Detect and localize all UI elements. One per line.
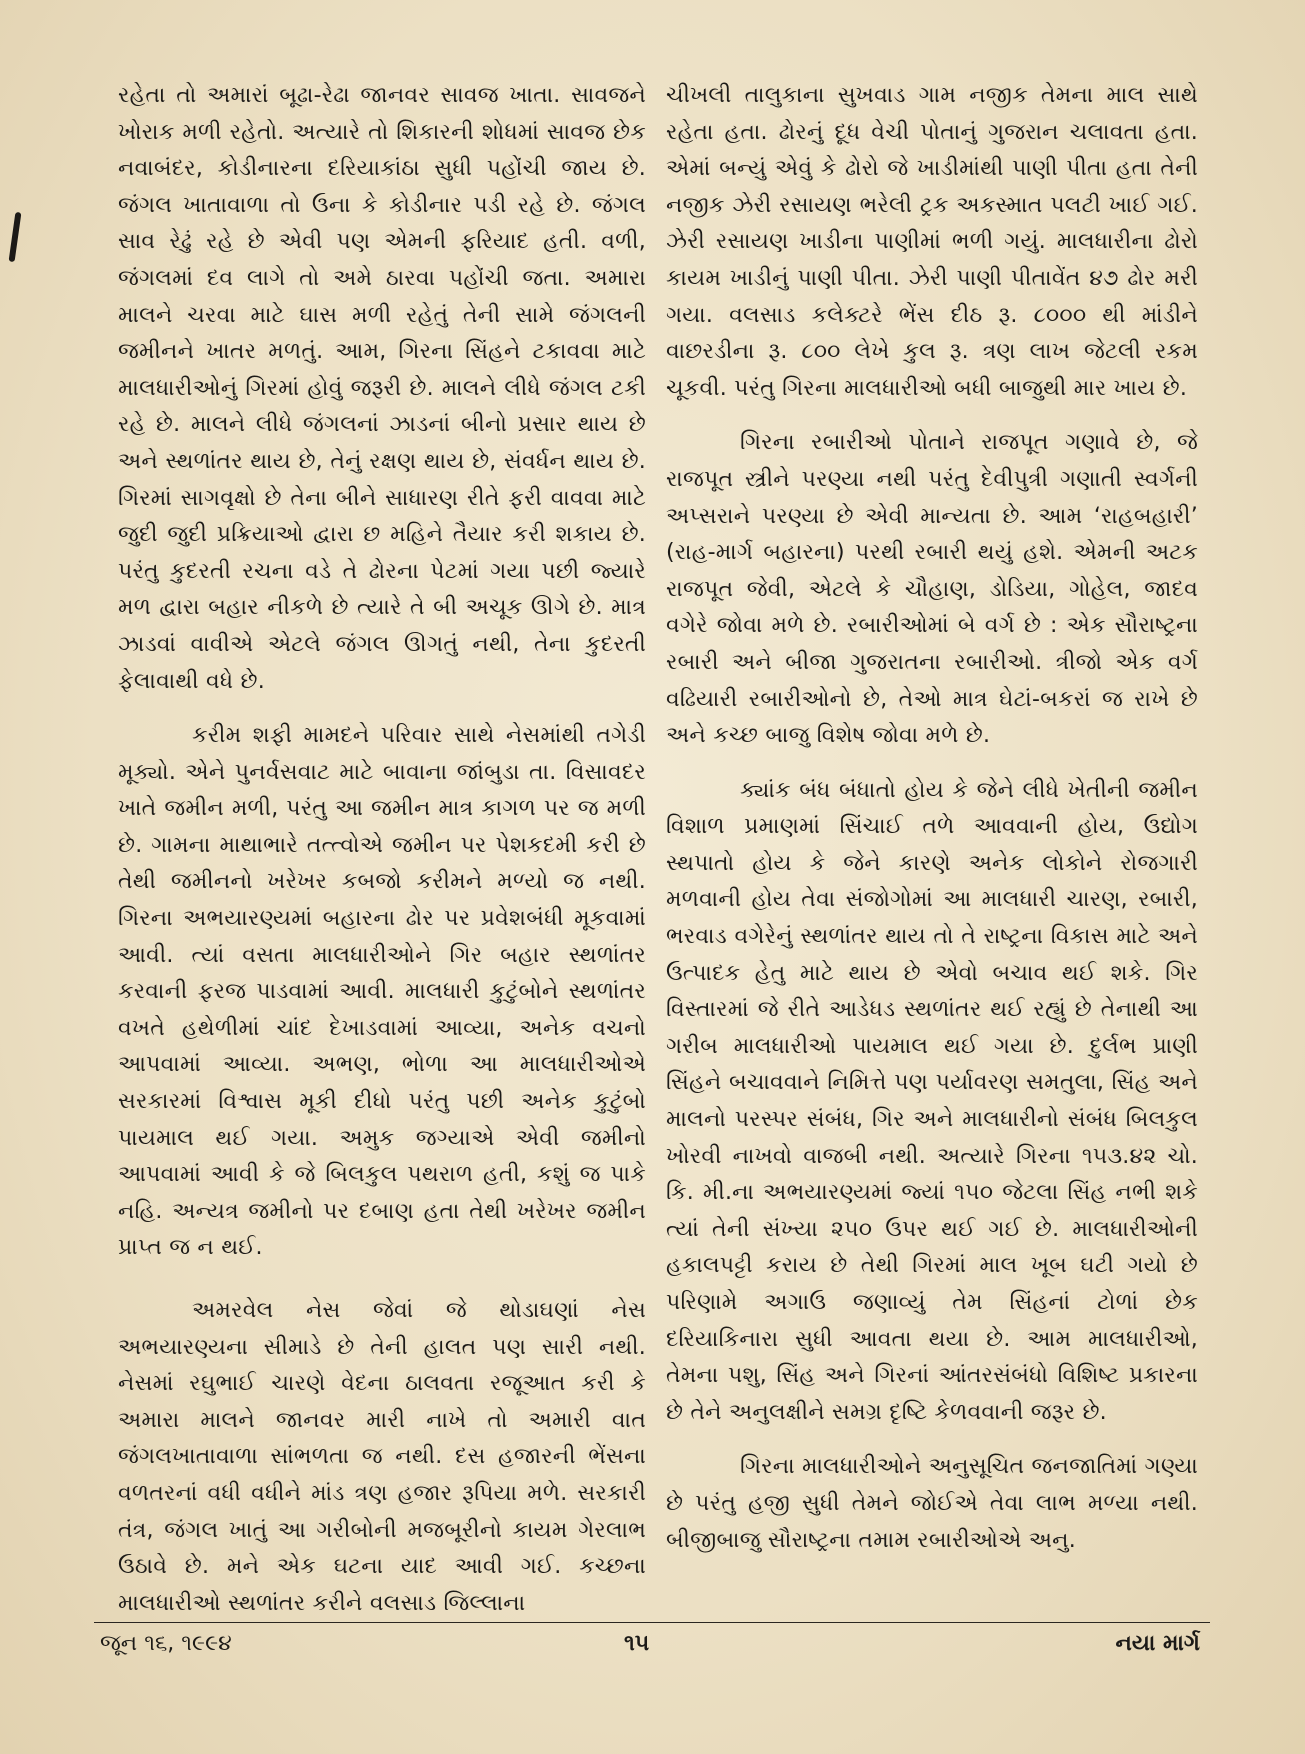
left-column — [118, 78, 646, 1640]
page-number: ૧૫ — [624, 1631, 650, 1656]
paragraph: ચીખલી તાલુકાના સુખવાડ ગામ નજીક તેમના માલ સાથે રહેતા હતા. ઢોરનું દૂધ વેચી પોતાનું ગુજરાન ચલાવતા હતા. એમાં બન્યું એવું કે ઢોરો જે ખાડીમાંથી પાણી પીતા હતા તેની નજીક ઝેરી રસાયણ ભરેલી ટ્રક અકસ્માત પલટી ખાઈ ગઈ. ઝેરી રસાયણ ખાડીના પાણીમાં ભળી ગયું. માલધારીના ઢોરો કાયમ ખાડીનું પાણી પીતા. ઝેરી પાણી પીતાવેંત ૪૭ ઢોર મરી ગયા. વલસાડ કલેક્ટરે ભેંસ દીઠ રૂ. ૮૦૦૦ થી માંડીને વાછરડીના રૂ. ૮૦૦ લેખે કુલ રૂ. ત્રણ લાખ જેટલી રકમ ચૂકવી. પરંતુ ગિરના માલધારીઓ બધી બાજુથી માર ખાય છે. — [666, 83, 1198, 401]
paragraph: ક્યાંક બંધ બંધાતો હોય કે જેને લીધે ખેતીની જમીન વિશાળ પ્રમાણમાં સિંચાઈ તળે આવવાની હોય, ઉદ્યોગ સ્થપાતો હોય કે જેને કારણે અનેક લોકોને રોજગારી મળવાની હોય તેવા સંજોગોમાં આ માલધારી ચારણ, રબારી, ભરવાડ વગેરેનું સ્થળાંતર થાય તો તે રાષ્ટ્રના વિકાસ માટે અને ઉત્પાદક હેતુ માટે થાય છે એવો બચાવ થઈ શકે. ગિર વિસ્તારમાં જે રીતે આડેધડ સ્થળાંતર થઈ રહ્યું છે તેનાથી આ ગરીબ માલધારીઓ પાયમાલ થઈ ગયા છે. દુર્લભ પ્રાણી સિંહને બચાવવાને નિમિત્તે પણ પર્યાવરણ સમતુલા, સિંહ અને માલનો પરસ્પર સંબંધ, ગિર અને માલધારીનો સંબંધ બિલકુલ ખોરવી નાખવો વાજબી નથી. અત્યારે ગિરના ૧૫૩.૪૨ ચો. કિ. મી.ના અભયારણ્યમાં જ્યાં ૧૫૦ જેટલા સિંહ નભી શકે ત્યાં તેની સંખ્યા ૨૫૦ ઉપર થઈ ગઈ છે. માલધારીઓની હકાલપટ્ટી કરાય છે તેથી ગિરમાં માલ ખૂબ ઘટી ગયો છે પરિણામે અગાઉ જણાવ્યું તેમ સિંહનાં ટોળાં છેક દરિયાકિનારા સુધી આવતા થયા છે. આમ માલધારીઓ, તેમના પશુ, સિંહ અને ગિરનાં આંતરસંબંધો વિશિષ્ટ પ્રકારના છે તેને અનુલક્ષીને સમગ્ર દૃષ્ટિ કેળવવાની જરૂર છે. — [666, 777, 1198, 1425]
magazine-name: નયા માર્ગ — [1115, 1631, 1200, 1656]
paragraph: ગિરના માલધારીઓને અનુસૂચિત જનજાતિમાં ગણ્યા છે પરંતુ હજી સુધી તેમને જોઈએ તેવા લાભ મળ્યા નથી. બીજીબાજુ સૌરાષ્ટ્રના તમામ રબારીઓએ અનુ. — [666, 1454, 1198, 1553]
paragraph: કરીમ શફી મામદને પરિવાર સાથે નેસમાંથી તગેડી મૂક્યો. એને પુનર્વસવાટ માટે બાવાના જાંબુડા તા. વિસાવદર ખાતે જમીન મળી, પરંતુ આ જમીન માત્ર કાગળ પર જ મળી છે. ગામના માથાભારે તત્ત્વોએ જમીન પર પેશકદમી કરી છે તેથી જમીનનો ખરેખર કબજો કરીમને મળ્યો જ નથી. ગિરના અભયારણ્યમાં બહારના ઢોર પર પ્રવેશબંધી મૂકવામાં આવી. ત્યાં વસતા માલધારીઓને ગિર બહાર સ્થળાંતર કરવાની ફરજ પાડવામાં આવી. માલધારી કુટુંબોને સ્થળાંતર વખતે હથેળીમાં ચાંદ દેખાડવામાં આવ્યા, અનેક વચનો આપવામાં આવ્યા. અભણ, ભોળા આ માલધારીઓએ સરકારમાં વિશ્વાસ મૂકી દીધો પરંતુ પછી અનેક કુટુંબો પાયમાલ થઈ ગયા. અમુક જગ્યાએ એવી જમીનો આપવામાં આવી કે જે બિલકુલ પથરાળ હતી, કશું જ પાકે નહિ. અન્યત્ર જમીનો પર દબાણ હતા તેથી ખરેખર જમીન પ્રાપ્ત જ ન થઈ. — [118, 723, 646, 1261]
margin-ink-mark — [9, 212, 22, 262]
paragraph: અમરવેલ નેસ જેવાં જે થોડાઘણાં નેસ અભયારણ્યના સીમાડે છે તેની હાલત પણ સારી નથી. નેસમાં રઘુભાઈ ચારણે વેદના ઠાલવતા રજૂઆત કરી કે અમારા માલને જાનવર મારી નાખે તો અમારી વાત જંગલખાતાવાળા સાંભળતા જ નથી. દસ હજારની ભેંસના વળતરનાં વધી વધીને માંડ ત્રણ હજાર રૂપિયા મળે. સરકારી તંત્ર, જંગલ ખાતું આ ગરીબોની મજબૂરીનો કાયમ ગેરલાભ ઉઠાવે છે. મને એક ઘટના યાદ આવી ગઈ. કચ્છના માલધારીઓ સ્થળાંતર કરીને વલસાડ જિલ્લાના — [118, 1298, 646, 1616]
right-column — [666, 78, 1198, 1577]
issue-date: જૂન ૧૬, ૧૯૯૪ — [100, 1631, 232, 1656]
paragraph: રહેતા તો અમારાં બૂઢા-રેઢા જાનવર સાવજ ખાતા. સાવજને ખોરાક મળી રહેતો. અત્યારે તો શિકારની શોધમાં સાવજ છેક નવાબંદર, કોડીનારના દરિયાકાંઠા સુધી પહોંચી જાય છે. જંગલ ખાતાવાળા તો ઉના કે કોડીનાર પડી રહે છે. જંગલ સાવ રેઢું રહે છે એવી પણ એમની ફરિયાદ હતી. વળી, જંગલમાં દવ લાગે તો અમે ઠારવા પહોંચી જતા. અમારા માલને ચરવા માટે ઘાસ મળી રહેતું તેની સામે જંગલની જમીનને ખાતર મળતું. આમ, ગિરના સિંહને ટકાવવા માટે માલધારીઓનું ગિરમાં હોવું જરૂરી છે. માલને લીધે જંગલ ટકી રહે છે. માલને લીધે જંગલનાં ઝાડનાં બીનો પ્રસાર થાય છે અને સ્થળાંતર થાય છે, તેનું રક્ષણ થાય છે, સંવર્ધન થાય છે. ગિરમાં સાગવૃક્ષો છે તેના બીને સાધારણ રીતે ફરી વાવવા માટે જુદી જુદી પ્રક્રિયાઓ દ્વારા છ મહિને તૈયાર કરી શકાય છે. પરંતુ કુદરતી રચના વડે તે ઢોરના પેટમાં ગયા પછી જ્યારે મળ દ્વારા બહાર નીકળે છે ત્યારે તે બી અચૂક ઊગે છે. માત્ર ઝાડવાં વાવીએ એટલે જંગલ ઊગતું નથી, તેના કુદરતી ફેલાવાથી વધે છે. — [118, 83, 646, 694]
page-footer — [94, 1622, 1210, 1663]
paragraph: ગિરના રબારીઓ પોતાને રાજપૂત ગણાવે છે, જે રાજપૂત સ્ત્રીને પરણ્યા નથી પરંતુ દેવીપુત્રી ગણાતી સ્વર્ગની અપ્સરાને પરણ્યા છે એવી માન્યતા છે. આમ ‘રાહબહારી’ (રાહ-માર્ગ બહારના) પરથી રબારી થયું હશે. એમની અટક રાજપૂત જેવી, એટલે કે ચૌહાણ, ડોડિયા, ગોહેલ, જાદવ વગેરે જોવા મળે છે. રબારીઓમાં બે વર્ગ છે : એક સૌરાષ્ટ્રના રબારી અને બીજા ગુજરાતના રબારીઓ. ત્રીજો એક વર્ગ વઢિયારી રબારીઓનો છે, તેઓ માત્ર ઘેટાં-બકરાં જ રાખે છે અને કચ્છ બાજુ વિશેષ જોવા મળે છે. — [666, 430, 1198, 749]
